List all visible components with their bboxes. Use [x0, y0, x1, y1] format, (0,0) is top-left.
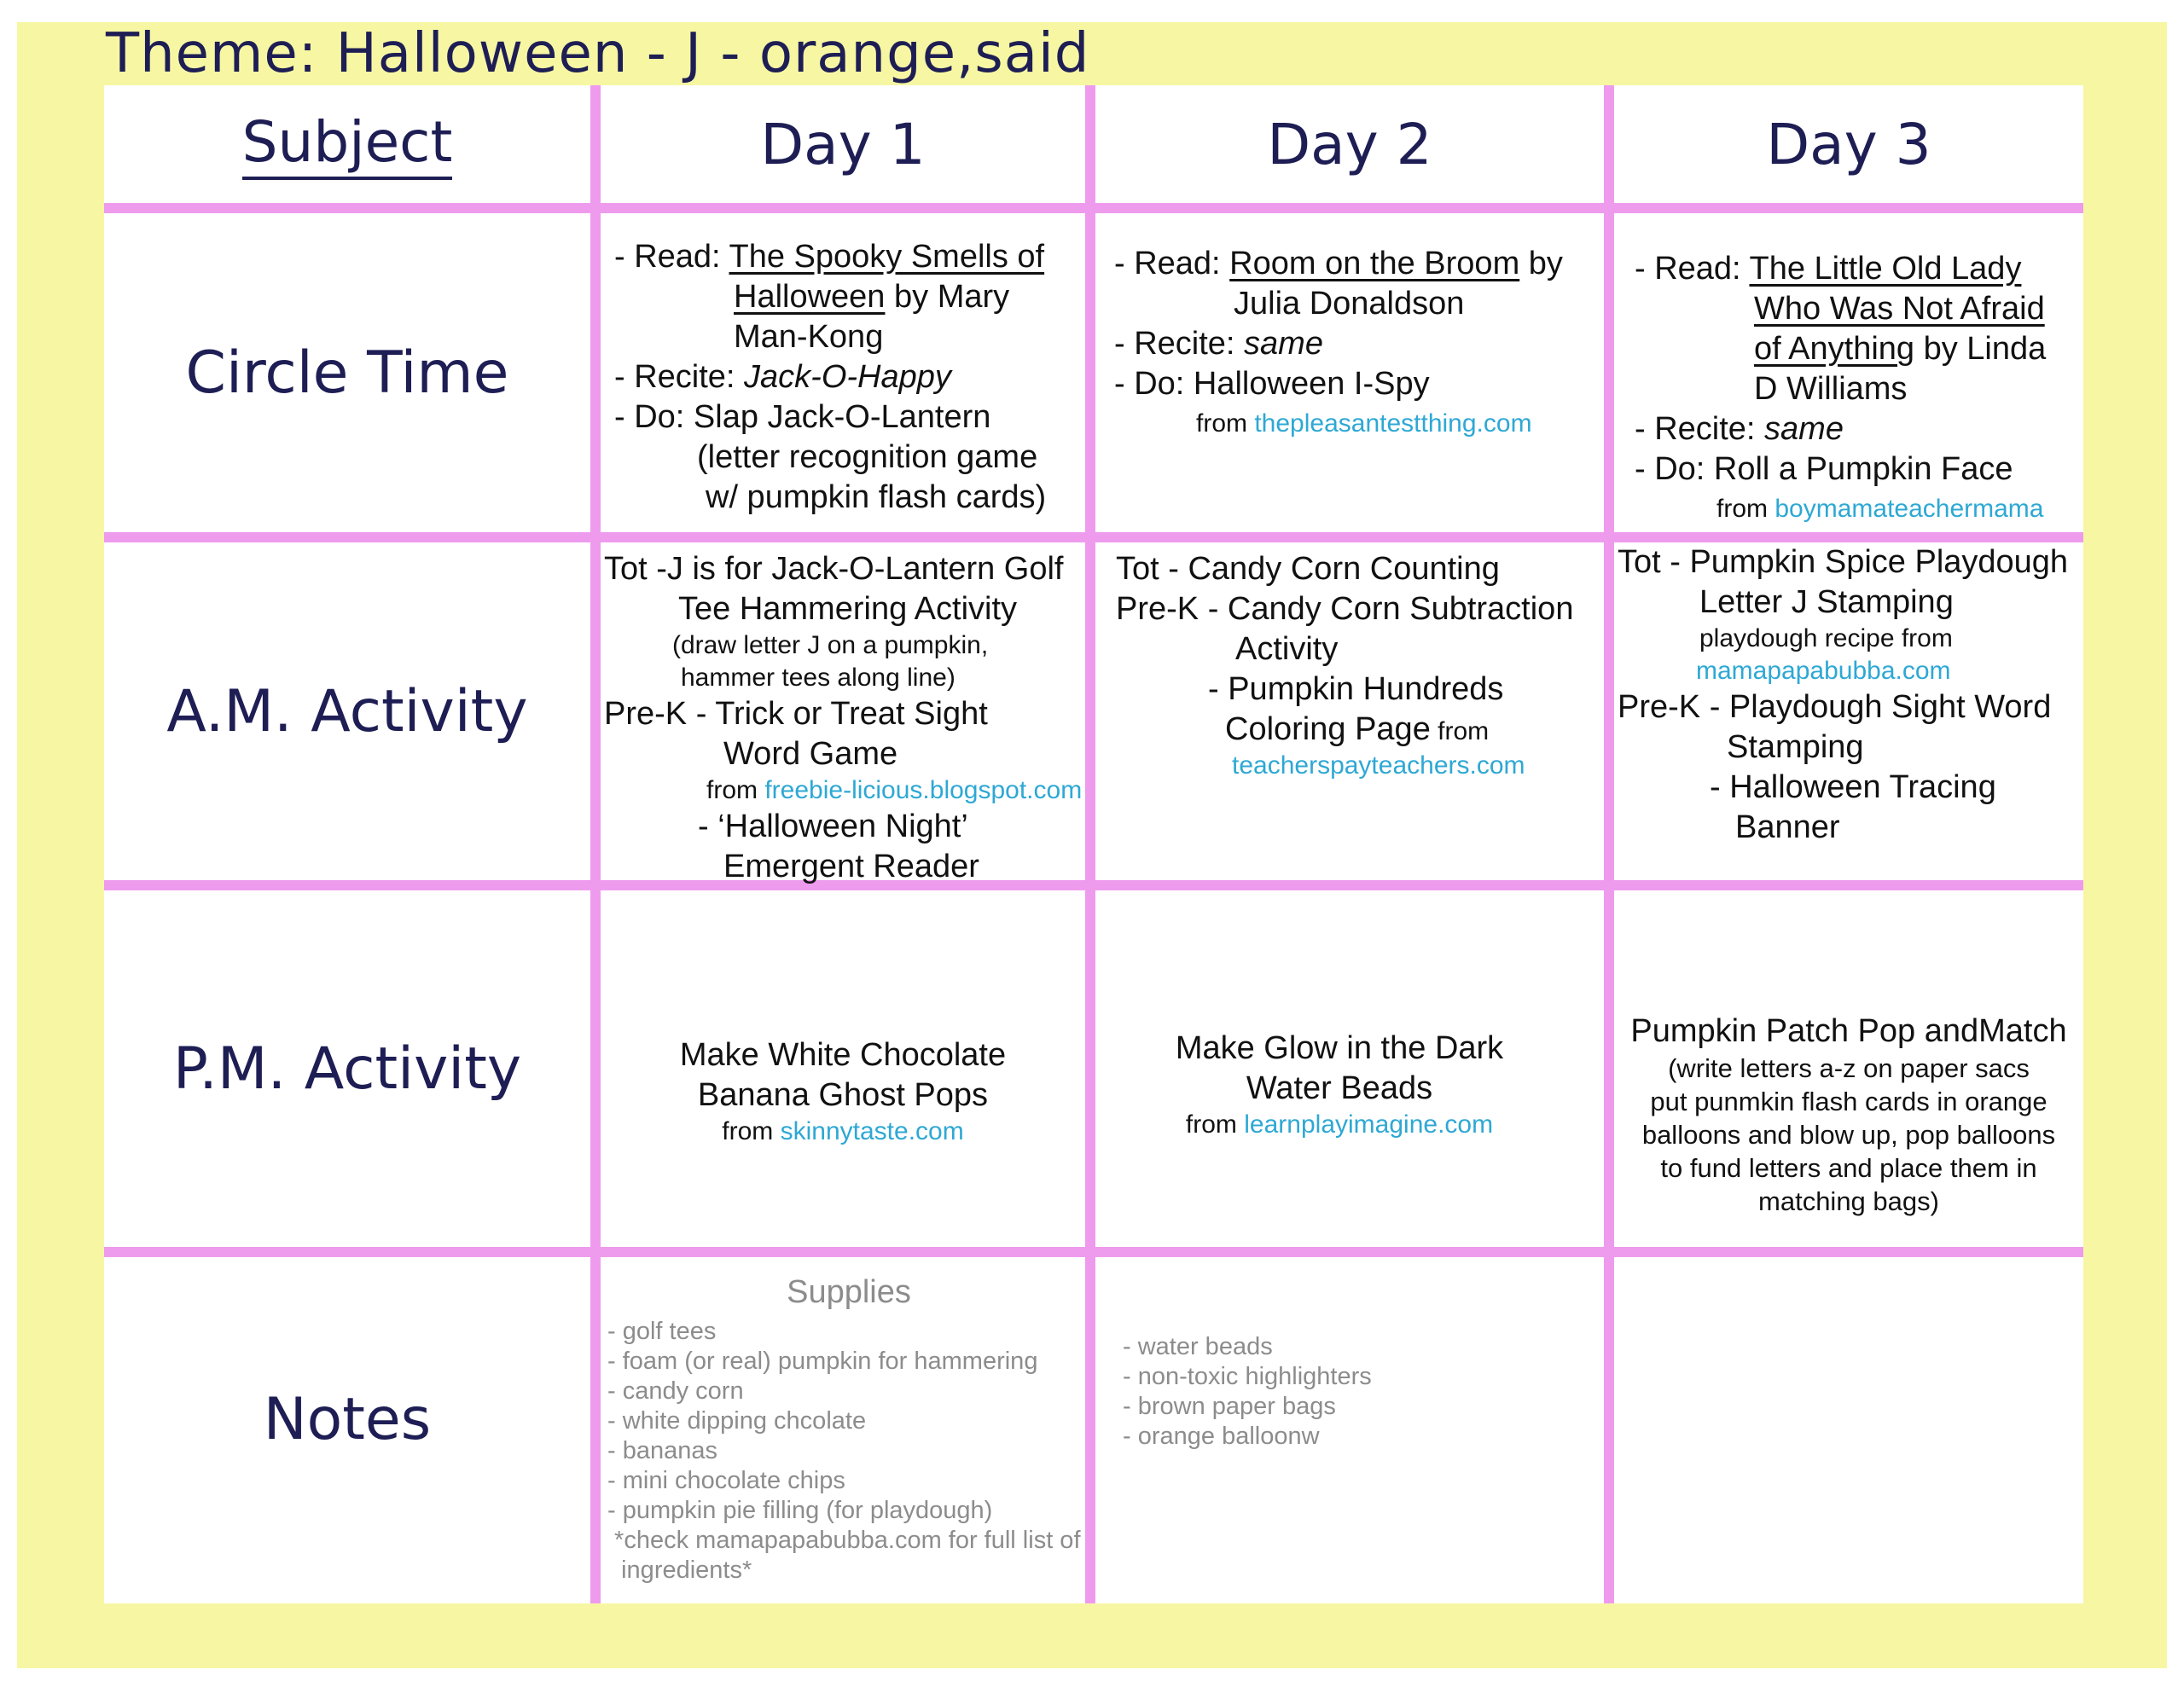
supply-item: - non-toxic highlighters	[1123, 1363, 1372, 1390]
prek-activity: Activity	[1235, 631, 1339, 667]
circle-day3	[1635, 249, 2078, 525]
header-subject	[104, 85, 590, 203]
activity-detail: (draw letter J on a pumpkin,	[672, 631, 989, 659]
source-link[interactable]: skinnytaste.com	[780, 1117, 964, 1145]
author: Julia Donaldson	[1234, 286, 1465, 322]
book-title: Halloween	[734, 279, 886, 315]
header-day2: Day 2	[1267, 111, 1432, 177]
supply-item: - golf tees	[607, 1318, 717, 1345]
supply-item: - candy corn	[607, 1377, 744, 1405]
source-link[interactable]: freebie-licious.blogspot.com	[764, 776, 1083, 804]
from-label: from	[1196, 409, 1255, 438]
supply-item: - water beads	[1123, 1333, 1273, 1360]
supply-item: - orange balloonw	[1123, 1423, 1320, 1450]
grid-line	[1604, 85, 1614, 1603]
recite-label: - Recite:	[1114, 326, 1245, 362]
do-value: Roll a Pumpkin Face	[1713, 451, 2013, 487]
prek-activity: Banner	[1735, 809, 1840, 845]
tot-activity: Tot - Candy Corn Counting	[1116, 551, 1500, 587]
do-label: - Do:	[614, 399, 694, 435]
recite-label: - Recite:	[614, 359, 745, 395]
from-label: from	[1430, 717, 1490, 745]
read-label: - Read:	[614, 239, 729, 275]
grid-line	[104, 532, 2083, 542]
recite-value: Jack-O-Happy	[744, 359, 951, 395]
tot-activity: Letter J Stamping	[1699, 584, 1954, 620]
prek-activity: Coloring Page	[1225, 711, 1431, 747]
from-label: from	[1185, 1110, 1245, 1139]
prek-activity: - ‘Halloween Night’	[698, 809, 968, 844]
pm-activity: Banana Ghost Pops	[697, 1077, 989, 1113]
grid-line	[104, 203, 2083, 213]
do-value: Slap Jack-O-Lantern	[693, 399, 991, 435]
notes-day3	[1614, 1257, 2083, 1581]
author: by Mary	[885, 279, 1010, 315]
activity-detail: (write letters a-z on paper sacs	[1668, 1053, 2030, 1083]
recite-value: same	[1764, 411, 1844, 447]
subject-pm-activity: P.M. Activity	[172, 1035, 522, 1103]
author: by	[1519, 246, 1563, 281]
from-label: from	[722, 1117, 781, 1145]
book-title: The Little Old Lady	[1749, 251, 2022, 287]
prek-activity: - Halloween Tracing	[1710, 769, 1996, 805]
author: D Williams	[1754, 371, 1908, 407]
activity-detail: playdough recipe from	[1699, 624, 1953, 652]
tot-activity: Tot -J is for Jack-O-Lantern Golf	[604, 551, 1064, 587]
activity-detail: to fund letters and place them in	[1660, 1153, 2037, 1183]
from-label: from	[1716, 495, 1775, 523]
prek-activity: Word Game	[723, 736, 898, 772]
pm-activity: Water Beads	[1246, 1070, 1433, 1106]
do-value: Halloween I-Spy	[1193, 366, 1430, 402]
prek-activity: - Pumpkin Hundreds	[1208, 671, 1504, 707]
pm-activity: Make White Chocolate	[679, 1037, 1007, 1073]
subject-am-activity: A.M. Activity	[166, 677, 528, 745]
supply-footnote: *check mamapapabubba.com for full list of	[607, 1527, 1081, 1554]
circle-day1	[614, 237, 1092, 518]
book-title: Who Was Not Afraid	[1754, 291, 2045, 327]
recite-label: - Recite:	[1635, 411, 1765, 447]
pm-day2	[1095, 1029, 1583, 1141]
read-label: - Read:	[1114, 246, 1230, 281]
from-label: from	[706, 776, 765, 804]
notes-day1	[607, 1272, 1090, 1586]
prek-activity: Pre-K - Playdough Sight Word	[1618, 689, 2052, 725]
do-detail: w/ pumpkin flash cards)	[706, 479, 1047, 515]
tot-activity: Tot - Pumpkin Spice Playdough	[1618, 544, 2069, 580]
pm-day1	[601, 1035, 1085, 1148]
supply-item: - mini chocolate chips	[607, 1467, 845, 1494]
pm-activity: Make Glow in the Dark	[1175, 1030, 1504, 1066]
supply-item: - foam (or real) pumpkin for hammering	[607, 1348, 1038, 1375]
source-link[interactable]: mamapapabubba.com	[1696, 657, 1951, 685]
circle-day2	[1114, 244, 1600, 440]
book-title: Room on the Broom	[1229, 246, 1520, 281]
read-label: - Read:	[1635, 251, 1750, 287]
pm-day3	[1614, 1012, 2083, 1218]
supplies-title: Supplies	[787, 1274, 911, 1310]
source-link[interactable]: learnplayimagine.com	[1244, 1110, 1494, 1139]
author: by Linda	[1914, 331, 2047, 367]
book-title: The Spooky Smells of	[729, 239, 1045, 275]
supply-item: - brown paper bags	[1123, 1393, 1336, 1420]
supply-item: - bananas	[607, 1437, 717, 1464]
am-day3	[1618, 542, 2083, 848]
header-day3: Day 3	[1766, 111, 1931, 177]
activity-detail: matching bags)	[1758, 1186, 1939, 1216]
grid-line	[104, 1247, 2083, 1257]
book-title: of Anything	[1754, 331, 1915, 367]
prek-activity: Pre-K - Trick or Treat Sight	[604, 696, 988, 732]
supply-item: - white dipping chcolate	[607, 1407, 867, 1435]
header-day1: Day 1	[760, 111, 926, 177]
prek-activity: Emergent Reader	[723, 849, 979, 884]
am-day1	[604, 549, 1087, 887]
tot-activity: Tee Hammering Activity	[678, 591, 1018, 627]
grid-line	[104, 880, 2083, 890]
source-link[interactable]: boymamateachermama	[1774, 495, 2044, 523]
source-link[interactable]: teacherspayteachers.com	[1232, 751, 1525, 780]
activity-detail: balloons and blow up, pop balloons	[1641, 1120, 2056, 1150]
do-detail: (letter recognition game	[697, 439, 1038, 475]
source-link[interactable]: thepleasantestthing.com	[1254, 409, 1532, 438]
do-label: - Do:	[1635, 451, 1714, 487]
prek-activity: Pre-K - Candy Corn Subtraction	[1116, 591, 1574, 627]
theme-title: Theme: Halloween - J - orange,said	[106, 22, 1090, 85]
recite-value: same	[1244, 326, 1323, 362]
activity-detail: hammer tees along line)	[681, 664, 956, 692]
am-day2	[1116, 549, 1602, 782]
subject-circle-time: Circle Time	[185, 339, 509, 407]
do-label: - Do:	[1114, 366, 1194, 402]
header-subject-label: Subject	[242, 109, 453, 180]
supply-footnote: ingredients*	[607, 1557, 752, 1584]
grid-line	[590, 85, 601, 1603]
subject-notes: Notes	[263, 1385, 432, 1453]
pm-activity: Pumpkin Patch Pop andMatch	[1630, 1013, 2067, 1049]
activity-detail: put punmkin flash cards in orange	[1650, 1087, 2048, 1116]
author: Man-Kong	[734, 319, 884, 355]
supply-item: - pumpkin pie filling (for playdough)	[607, 1497, 993, 1524]
notes-day2	[1123, 1332, 1583, 1452]
prek-activity: Stamping	[1727, 729, 1864, 765]
